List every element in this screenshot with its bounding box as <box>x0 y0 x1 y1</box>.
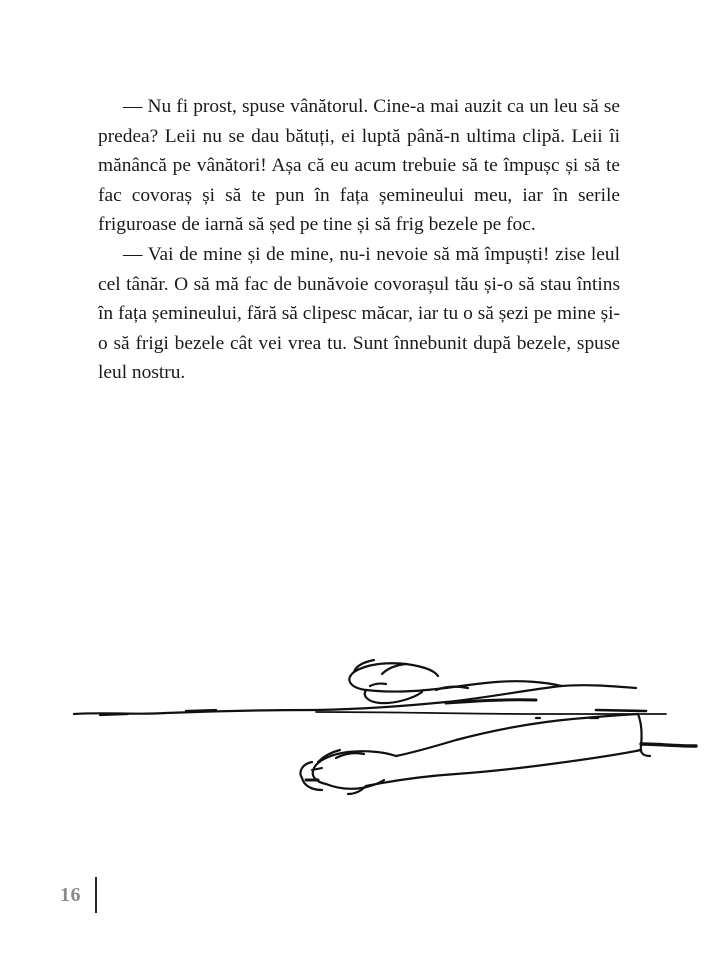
page-number: 16 <box>60 883 81 906</box>
lion-paws-illustration <box>66 640 719 810</box>
paragraph-hunter: — Nu fi prost, spuse vânătorul. Cine-a mai auzit ca un leu să se predea? Leii nu se dau bătuți, ei luptă până-n ultima clipă. Leii îi mănâncă pe vânători! Așa că eu acum trebuie să te împușc și să te fac covoraș și să te pun în fața șemineului meu, iar în serile friguroase de iarnă să șed pe tine și să frig bezele pe foc. <box>98 96 620 236</box>
paragraph-lion: — Vai de mine și de mine, nu-i nevoie să mă împuști! zise leul cel tânăr. O să mă fac de bunăvoie covorașul tău și-o să stau întins în fața șemineului, fără să clipesc măcar, iar tu o să șezi pe mine și-o să frigi bezele cât vei vrea tu. Sunt înnebunit după bezele, spuse leul nostru. <box>98 243 620 384</box>
lion-paws-icon <box>66 640 719 810</box>
page-footer <box>60 877 97 913</box>
footer-divider <box>95 877 97 913</box>
body-text <box>98 92 620 388</box>
